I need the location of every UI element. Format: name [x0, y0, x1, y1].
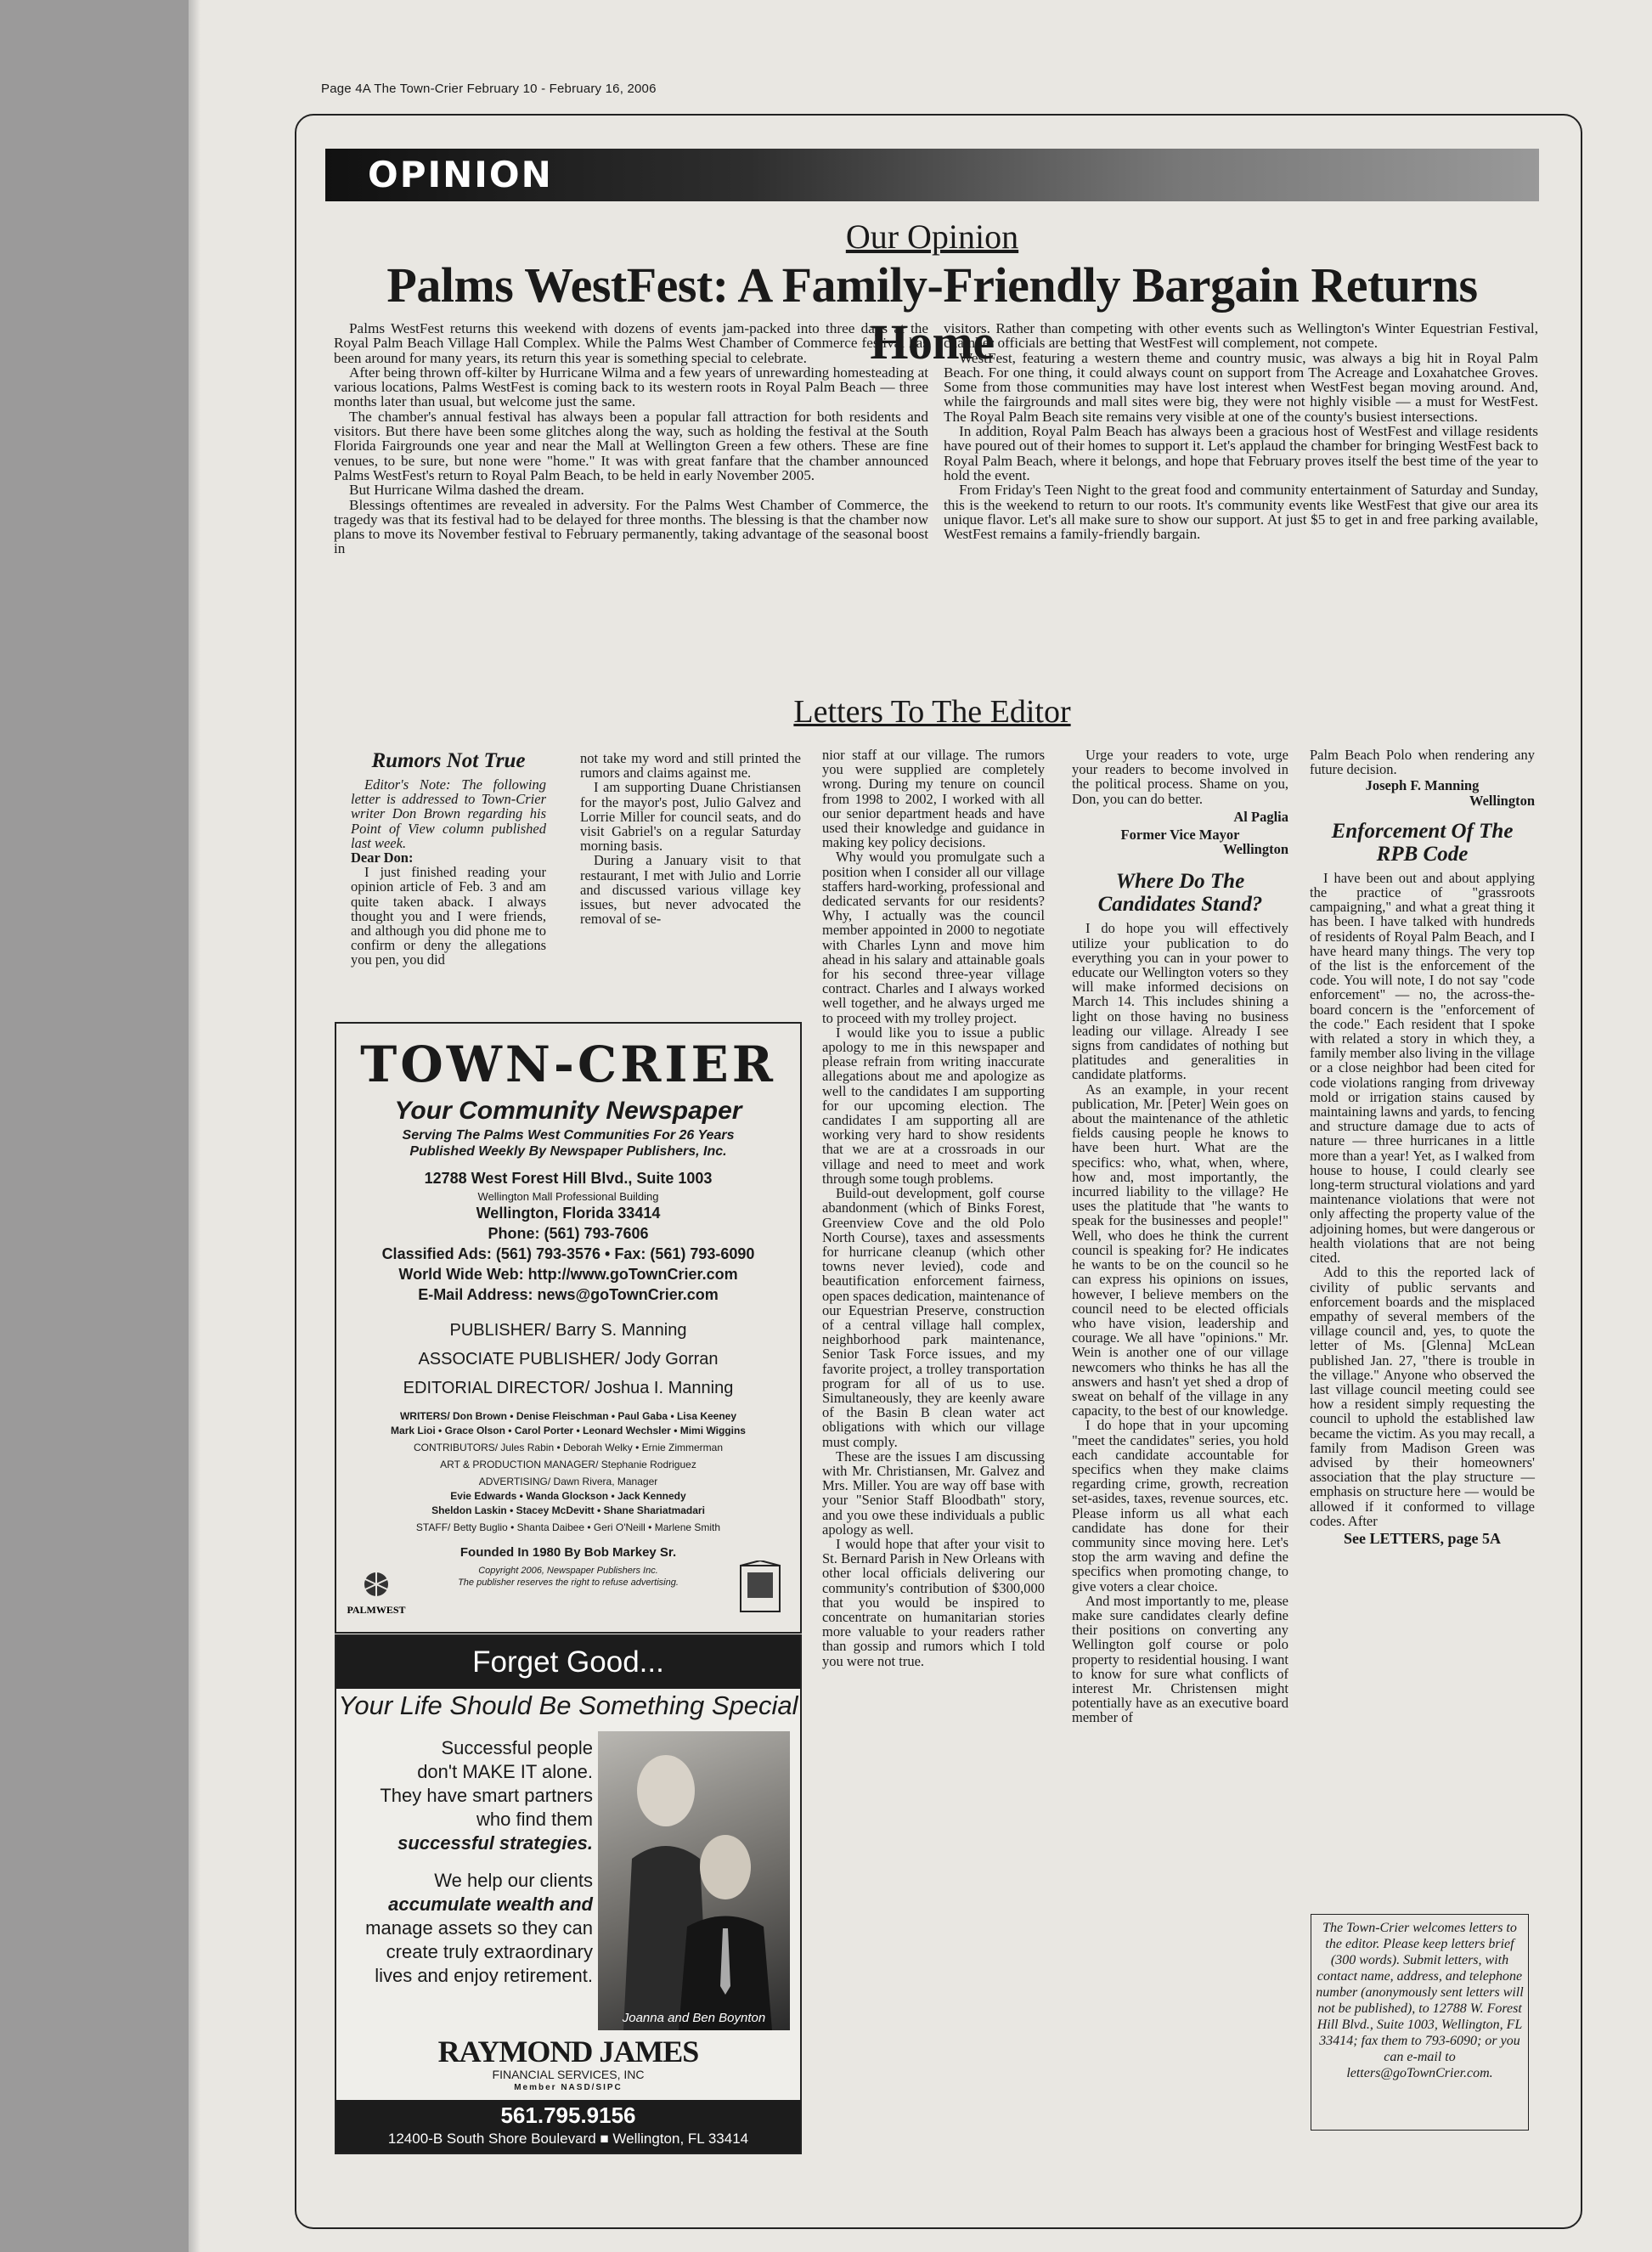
masthead-published: Published Weekly By Newspaper Publishers, Inc. [409, 1144, 727, 1159]
letter-paragraph: Urge your readers to vote, urge your readers to become involved in the political process. Shame on you, Don, you can do better. [1072, 747, 1288, 807]
letter-signature-name: Al Paglia [1233, 808, 1288, 825]
editorial-paragraph: After being thrown off-kilter by Hurricane Wilma and a few years of unrewarding homesteading at various locations, Palms WestFest is coming back to its western roots in Royal Palm Beach — three months later than usual, but welcome just the same. [334, 364, 928, 410]
crier-emblem-icon [734, 1561, 787, 1617]
ad-line: We help our clients [434, 1870, 593, 1891]
editorial-paragraph: Palms WestFest returns this weekend with dozens of events jam-packed into three days at the Royal Palm Beach Village Hall Complex. While the Palms West Chamber of Commerce festival has been around for many years, its return this year is something special to celebrate. [334, 320, 928, 366]
masthead-editorial-director: EDITORIAL DIRECTOR/ Joshua I. Manning [403, 1379, 734, 1397]
ad-line [347, 1855, 593, 1869]
ad-address: 12400-B South Shore Boulevard ■ Wellington, FL 33414 [387, 2131, 749, 2147]
letter-paragraph: During a January visit to that restaurant, I met with Julio and Lorrie and discussed various village key issues, but never advocated the removal of se- [580, 852, 801, 928]
letter-title-candidates: Where Do The Candidates Stand? [1097, 870, 1263, 917]
letter-paragraph: I do hope that in your upcoming "meet the candidates" series, you hold each candidate accountable for specifics when they make claims regarding crime, growth, recreation set-asides, taxes, revenue sources, etc. Please inform us all what each candidate has done for their community since moving here. Let's stop the arm waving and define the specifics when promoting change, to give voters a clear choice. [1072, 1417, 1288, 1594]
masthead-city: Wellington, Florida 33414 [476, 1205, 661, 1222]
letters-heading: Letters To The Editor [793, 694, 1071, 730]
opinion-banner [325, 149, 1539, 201]
letter-title-enforcement: Enforcement Of The RPB Code [1331, 819, 1514, 866]
section-label: OPINION [368, 154, 553, 195]
masthead-advertising-2: Evie Edwards • Wanda Glockson • Jack Kennedy [450, 1490, 686, 1502]
continued-jump-line: See LETTERS, page 5A [1343, 1529, 1502, 1547]
masthead-serving: Serving The Palms West Communities For 26 Years [402, 1128, 735, 1143]
ad-line: don't MAKE IT alone. [417, 1761, 593, 1782]
masthead-box [335, 1022, 802, 1634]
ad-line: They have smart partners [380, 1785, 593, 1806]
ad-phone: 561.795.9156 [500, 2102, 636, 2128]
letters-column-4 [1072, 748, 1288, 1725]
letter-paragraph: I do hope you will effectively utilize your publication to do everything you can in your power to educate our Wellington voters so they will make informed decisions on March 14. This includes shining a light on those having no business leading our village. Already I see signs from candidates of nothing but platitudes and generalities in candidate platforms. [1072, 920, 1288, 1083]
ad-photo [598, 1731, 790, 2030]
masthead-web: World Wide Web: http://www.goTownCrier.com [398, 1266, 738, 1283]
ad-line: successful strategies. [397, 1832, 593, 1854]
letters-column-1 [351, 746, 546, 968]
ad-line: accumulate wealth and [388, 1894, 593, 1915]
masthead-email: E-Mail Address: news@goTownCrier.com [418, 1286, 719, 1303]
letter-paragraph: Why would you promulgate such a position when I consider all our village staffers hard-working, professional and dedicated servants for our residents? Why, I actually was the council member appointed in 2000 to negotiate with Charles Lynn and move him ahead in his salary and attainable goals for his second three-year village contract. Charles and I always worked well together, and he always urged me to proceed with my trolley project. [822, 849, 1045, 1026]
letter-paragraph: not take my word and still printed the rumors and claims against me. [580, 750, 801, 782]
couple-photo-icon [598, 1731, 790, 2030]
editorial-headline: Palms WestFest: A Family-Friendly Bargain Returns Home [386, 257, 1478, 370]
letter-paragraph: And most importantly to me, please make sure candidates clearly define their positions on converting any Wellington golf course or polo property to residential housing. I want to know for sure what conflicts of interest Mr. Christensen might potentially have as an executive board member of [1072, 1592, 1288, 1726]
ad-firm-sub: FINANCIAL SERVICES, INC [492, 2068, 645, 2081]
ad-member: Member NASD/SIPC [514, 2083, 623, 2092]
editorial-paragraph: WestFest, featuring a western theme and country music, was always a big hit in Royal Palm Beach. For one thing, it could always count on support from The Acreage and Loxahatchee Groves. Some from those communities may have lost interest when WestFest began moving around. And, while the fairgrounds and mall sites were big, they were not highly visible — a must for WestFest. The Royal Palm Beach site remains very visible at one of the county's busiest intersections. [944, 349, 1538, 425]
ad-line: Successful people [441, 1737, 593, 1758]
letter-signature-place: Wellington [1469, 792, 1535, 809]
letter-paragraph: As an example, in your recent publication, Mr. [Peter] Wein goes on about the maintenance of the athletic fields causing people he knows to have been hurt. What are the specifics: who, what, when, where, how and, most importantly, the incurred liability to the village? He uses the platitude that "he wants to speak for the businesses and people!" Well, who does he think the current council is speaking for? He indicates he wants to be on the council so he can express his opinions on issues, however, I believe members on the council need to be elected officials who have vision, leadership and courage. We all have "opinions." Mr. Wein is another one of our village newcomers who thinks he has all the answers and hasn't yet shed a drop of sweat on behalf of the village in any capacity, to the best of our knowledge. [1072, 1081, 1288, 1419]
masthead-writers: WRITERS/ Don Brown • Denise Fleischman • Paul Gaba • Lisa Keeney [399, 1410, 737, 1422]
masthead-publisher: PUBLISHER/ Barry S. Manning [449, 1321, 687, 1340]
letter-paragraph: These are the issues I am discussing with Mr. Christiansen, Mr. Galvez and Mrs. Miller. You are way off base with your "Senior Staff Bloodbath" story, and you owe these individuals a public apology as well. [822, 1448, 1045, 1538]
letters-column-2 [580, 751, 801, 926]
masthead-classified: Classified Ads: (561) 793-3576 • Fax: (561) 793-6090 [381, 1245, 755, 1262]
masthead-rights: The publisher reserves the right to refuse advertising. [458, 1578, 679, 1588]
masthead-address: 12788 West Forest Hill Blvd., Suite 1003 [424, 1170, 713, 1187]
running-head: Page 4A The Town-Crier February 10 - February 16, 2006 [321, 82, 657, 96]
masthead-copyright: Copyright 2006, Newspaper Publishers Inc. [478, 1566, 658, 1576]
raymond-james-ad [335, 1634, 802, 2154]
page-gutter-shadow [189, 0, 200, 2252]
letters-column-3 [822, 748, 1045, 1668]
masthead-tagline: Your Community Newspaper [394, 1097, 742, 1125]
palmwest-logo [347, 1564, 406, 1618]
editorial-paragraph: The chamber's annual festival has always been a popular fall attraction for both residents and visitors. But there have been some glitches along the way, such as holding the festival at the South Florida Fairgrounds one year and near the Mall at Wellington Green a few others. These are fine venues, to be sure, but none were "home." It was with great fanfare that the chamber announced Palms WestFest's return to Royal Palm Beach, to be held in early November 2005. [334, 408, 928, 483]
editorial-paragraph: visitors. Rather than competing with other events such as Wellington's Winter Equestrian Festival, chamber officials are betting that WestFest will complement, not compete. [944, 320, 1538, 352]
letter-salutation: Dear Don: [351, 849, 414, 866]
masthead-staff: STAFF/ Betty Buglio • Shanta Daibee • Geri O'Neill • Marlene Smith [415, 1521, 721, 1533]
masthead-contributors: CONTRIBUTORS/ Jules Rabin • Deborah Welky • Ernie Zimmerman [413, 1442, 724, 1453]
letter-paragraph: I am supporting Duane Christiansen for the mayor's post, Julio Galvez and Lorrie Miller for council seats, and do visit Gabriel's on a regular Saturday morning basis. [580, 779, 801, 855]
ad-line: create truly extraordinary [386, 1941, 593, 1962]
ad-line: lives and enjoy retirement. [375, 1965, 593, 1986]
letter-signature-title: Former Vice Mayor [1120, 827, 1240, 844]
masthead-advertising: ADVERTISING/ Dawn Rivera, Manager [478, 1476, 658, 1487]
letter-paragraph: I have been out and about applying the practice of "grassroots campaigning," and what a great thing it has been. I have talked with hundreds of residents of Royal Palm Beach, and I have heard many things. The very top of the list is the enforcement of the code. You will note, I do not say "code enforcement" — no, the across-the-board concern is the "enforcement of the code." Each resident that I spoke with related a story in which they, a family member also living in the village or a close neighbor had been cited for code violations ranging from driveway mold or irrigation stains caused by maintaining lawns and yards, to fencing and structure damage due to acts of nature — three hurricanes in a little more than a year! Yet, as I walked from house to house, I could clearly see long-term structural violations and yard maintenance violations that were not only affecting the property value of the adjoining homes, but were dangerous or health violations that are not being cited. [1310, 869, 1535, 1267]
ad-copy [347, 1736, 593, 1988]
editorial-paragraph: From Friday's Teen Night to the great food and community entertainment of Saturday and Sunday, this is the weekend to return to our roots. It's community events like WestFest that give our area its unique flavor. Let's all make sure to show our support. At just $5 to get in and free parking available, WestFest remains a family-friendly bargain. [944, 482, 1538, 543]
letter-signature-name: Joseph F. Manning [1365, 777, 1480, 794]
ad-firm-name: RAYMOND JAMES [437, 2035, 699, 2069]
letter-title-rumors: Rumors Not True [371, 749, 526, 772]
ad-photo-caption: Joanna and Ben Boynton [622, 2011, 766, 2025]
masthead-writers-2: Mark Lioi • Grace Olson • Carol Porter • Leonard Wechsler • Mimi Wiggins [391, 1425, 746, 1436]
masthead-title: TOWN-CRIER [360, 1036, 776, 1093]
masthead-founded: Founded In 1980 By Bob Markey Sr. [460, 1545, 677, 1560]
masthead-assoc-publisher: ASSOCIATE PUBLISHER/ Jody Gorran [418, 1350, 719, 1369]
letter-signature-place: Wellington [1222, 841, 1288, 858]
masthead-phone: Phone: (561) 793-7606 [488, 1225, 649, 1242]
letter-paragraph: nior staff at our village. The rumors you were supplied are completely wrong. During my tenure on council from 1998 to 2002, I worked with all our senior department heads and have used their knowledge and guidance in making key policy decisions. [822, 747, 1045, 851]
ad-headline: Forget Good... [336, 1636, 800, 1689]
letters-column-5 [1310, 748, 1535, 1546]
editorial-column-left [334, 321, 928, 556]
ad-line: manage assets so they can [365, 1917, 593, 1939]
masthead-art: ART & PRODUCTION MANAGER/ Stephanie Rodriguez [440, 1459, 696, 1470]
ad-contact-bar [336, 2100, 800, 2153]
ad-subheadline: Your Life Should Be Something Special [338, 1690, 798, 1720]
editorial-paragraph: But Hurricane Wilma dashed the dream. [349, 482, 584, 499]
masthead-advertising-3: Sheldon Laskin • Stacey McDevitt • Shane Shariatmadari [431, 1504, 705, 1516]
masthead-building: Wellington Mall Professional Building [477, 1190, 659, 1203]
ad-line: who find them [476, 1809, 593, 1830]
letters-policy-box: The Town-Crier welcomes letters to the editor. Please keep letters brief (300 words). Submit letters, with contact name, address, and telephone number (anonymously sent letters will not be published), to 12788 W. Forest Hill Blvd., Suite 1003, Wellington, FL 33414; fax them to 793-6090; or you can e-mail to letters@goTownCrier.com. [1311, 1914, 1529, 2131]
editorial-paragraph: In addition, Royal Palm Beach has always been a gracious host of WestFest and village residents have poured out of their homes to support it. Let's applaud the chamber for bringing WestFest back to Royal Palm Beach, where it belongs, and hope that February proves itself the best time of the year to hold the event. [944, 423, 1538, 483]
svg-text:PALMWEST: PALMWEST [347, 1604, 406, 1616]
letter-paragraph: I would hope that after your visit to St. Bernard Parish in New Orleans with other local officials delivering our community's contribution of $300,000 that you would be inspired to concentrate on humanitarian stories more valuable to your readers rather than gossip and rumors which I told you were not true. [822, 1535, 1045, 1669]
letter-paragraph: Build-out development, golf course abandonment (which of Binks Forest, Greenview Cove and the old Polo North Course), taxes and assessments for hurricane cleanup (which other towns never levied), code and beautification enforcement fairness, open spaces dedication, maintenance of our Equestrian Preserve, construction of a central village hall complex, neighborhood park maintenance, Senior Task Force issues, and my favorite project, a trolley transportation program for all of us to use. Simultaneously, they are keenly aware of the Basin B clean water act obligations with which our village must comply. [822, 1185, 1045, 1450]
editorial-column-right [944, 321, 1538, 541]
letter-paragraph: I just finished reading your opinion article of Feb. 3 and am quite taken aback. I always thought you and I were friends, and although you did phone me to confirm or deny the allegations you pen, you did [351, 864, 546, 968]
editorial-paragraph: Blessings oftentimes are revealed in adversity. For the Palms West Chamber of Commerce, the tragedy was that its festival had to be delayed for three months. The blessing is that the chamber now plans to move its November festival to February permanently, taking advantage of the seasonal boost in [334, 496, 928, 557]
letter-paragraph: I would like you to issue a public apology to me in this newspaper and please refrain from writing inaccurate allegations about me and apologize as well to the candidates I am supporting for our upcoming election. The candidates I am supporting all are working very hard to show residents that we are at a crossroads in our village and need to meet and work through some tough problems. [822, 1024, 1045, 1187]
editorial-kicker: Our Opinion [845, 217, 1019, 256]
letter-paragraph: Add to this the reported lack of civility of public servants and enforcement boards and the misplaced empathy of several members of the village council and, yes, to quote the letter of Ms. [Glenna] McLean published Jan. 27, "there is trouble in the village." Anyone who observed the last village council meeting could see how a resident simply requesting the council to uphold the established law became the victim. As you may recall, a family from Madison Green was advised by their homeowners' association that the play structure — emphasis on structure here — would be allowed if it conformed to village codes. After [1310, 1264, 1535, 1529]
letter-paragraph: Palm Beach Polo when rendering any future decision. [1310, 747, 1535, 778]
editor-note: Editor's Note: The following letter is addressed to Town-Crier writer Don Brown regarding his Point of View column published last week. [351, 776, 546, 851]
